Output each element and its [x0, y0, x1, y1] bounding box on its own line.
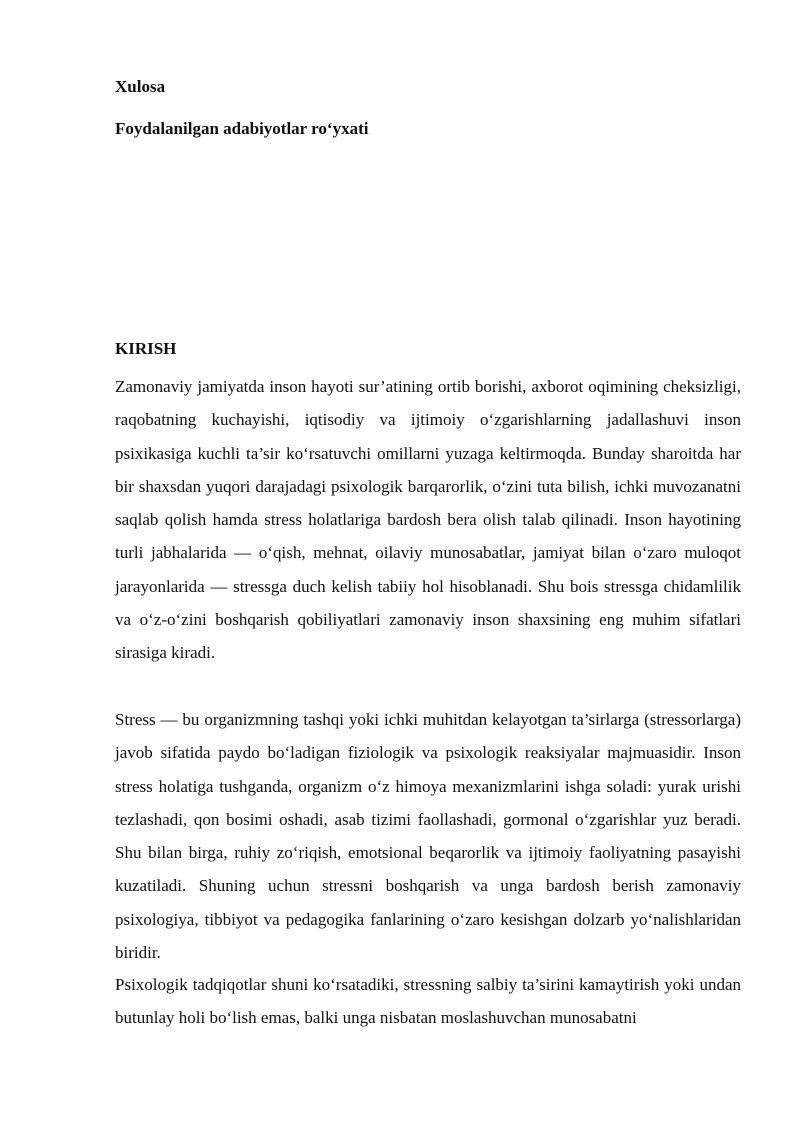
paragraph-2: Stress — bu organizmning tashqi yoki ichki muhitdan kelayotgan ta’sirlarga (stressorlarga) javob sifatida paydo bo‘ladigan fiziologik va psixologik reaksiyalar majmuasidir. Inson stress holatiga tushganda, organizm o‘z himoya mexanizmlarini ishga soladi: yurak urishi tezlashadi, qon bosimi oshadi, asab tizimi faollashadi, gormonal o‘zgarishlar yuz beradi. Shu bilan birga, ruhiy zo‘riqish, emotsional beqarorlik va ijtimoiy faoliyatning pasayishi kuzatiladi. Shuning uchun stressni boshqarish va unga bardosh berish zamonaviy psixologiya, tibbiyot va pedagogika fanlarining o‘zaro kesishgan dolzarb yo‘nalishlaridan biridir. [115, 710, 741, 963]
paragraph-3: Psixologik tadqiqotlar shuni ko‘rsatadiki, stressning salbiy ta’sirini kamaytirish yoki undan butunlay holi bo‘lish emas, balki unga nisbatan moslashuvchan munosabatni [115, 975, 741, 1028]
paragraph-1: Zamonaviy jamiyatda inson hayoti sur’atining ortib borishi, axborot oqimining cheksizligi, raqobatning kuchayishi, iqtisodiy va ijtimoiy o‘zgarishlarning jadallashuvi inson psixikasiga kuchli ta’sir ko‘rsatuvchi omillarni yuzaga keltirmoqda. Bunday sharoitda har bir shaxsdan yuqori darajadagi psixologik barqarorlik, o‘zini tuta bilish, ichki muvozanatni saqlab qolish hamda stress holatlariga bardosh bera olish talab qilinadi. Inson hayotining turli jabhalarida — o‘qish, mehnat, oilaviy munosabatlar, jamiyat bilan o‘zaro muloqot jarayonlarida — stressga duch kelish tabiiy hol hisoblanadi. Shu bois stressga chidamlilik va o‘z-o‘zini boshqarish qobiliyatlari zamonaviy inson shaxsining eng muhim sifatlari sirasiga kiradi. [115, 377, 741, 663]
toc-entry-references: Foydalanilgan adabiyotlar ro‘yxati [115, 119, 369, 138]
toc-entry-conclusion: Xulosa [115, 77, 166, 96]
section-title: KIRISH [115, 339, 177, 358]
